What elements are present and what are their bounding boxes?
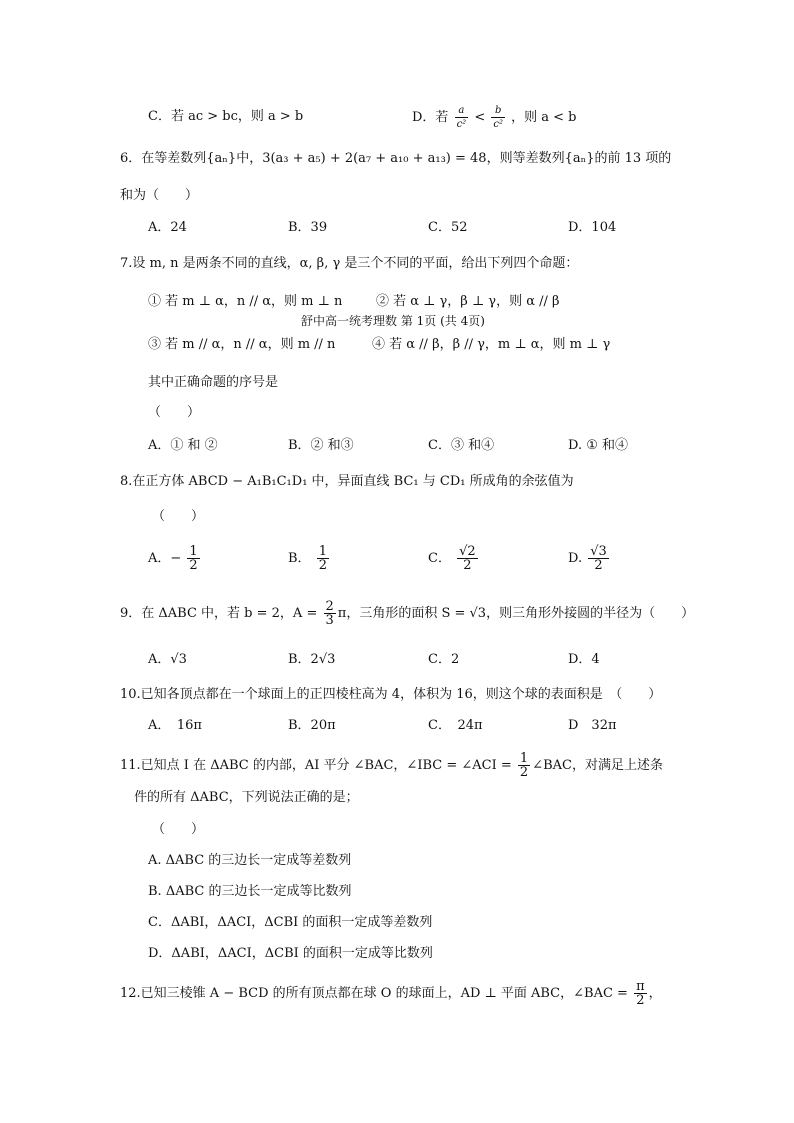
q8-option-d-frac: $\frac{√3}{2}$ bbox=[590, 544, 607, 573]
q6-stem-line2: 和为（ ） bbox=[120, 188, 199, 203]
q6-option-d: D．104 bbox=[568, 220, 617, 235]
q5-option-d-suffix: ，则 a < b bbox=[511, 110, 577, 125]
q7-prop-3: ③ 若 m // α，n // α，则 m // n bbox=[148, 337, 336, 352]
q7-stem: 7.设 m, n 是两条不同的直线，α, β, γ 是三个不同的平面，给出下列四个命题： bbox=[120, 256, 579, 271]
q9-option-b: B．2√3 bbox=[288, 652, 336, 667]
q11-stem-line2: 件的所有 ΔABC，下列说法正确的是； bbox=[134, 790, 359, 805]
q6-option-a: A．24 bbox=[148, 220, 187, 235]
q11-option-a: A. ΔABC 的三边长一定成等差数列 bbox=[148, 853, 352, 868]
q8-option-d: D. $\frac{√3}{2}$ bbox=[568, 544, 607, 573]
q7-prop-4: ④ 若 α // β，β // γ，m ⊥ α，则 m ⊥ γ bbox=[372, 337, 611, 352]
q6-option-b: B．39 bbox=[288, 220, 328, 235]
q8-option-a: A．− $\frac{1}{2}$ bbox=[148, 544, 198, 573]
q7-prop-2: ② 若 α ⊥ γ，β ⊥ γ，则 α // β bbox=[376, 294, 560, 309]
q9-frac: $\frac{2}{3}$ bbox=[325, 599, 334, 628]
q6-option-c: C．52 bbox=[428, 220, 468, 235]
q8-option-b-frac: $\frac{1}{2}$ bbox=[318, 544, 327, 573]
q11-option-d: D．ΔABI，ΔACI，ΔCBI 的面积一定成等比数列 bbox=[148, 946, 433, 961]
q5-option-c: C．若 ac > bc，则 a > b bbox=[148, 109, 304, 124]
q5-option-d-prefix: D．若 bbox=[412, 110, 449, 125]
q11-frac: $\frac{1}{2}$ bbox=[519, 751, 529, 780]
q5-option-d-frac2: $\frac{b}{\text{c²}}$ bbox=[493, 105, 503, 130]
q9-option-c: C．2 bbox=[428, 652, 460, 667]
q11-option-c: C．ΔABI，ΔACI，ΔCBI 的面积一定成等差数列 bbox=[148, 915, 433, 930]
q7-prop-1: ① 若 m ⊥ α，n // α，则 m ⊥ n bbox=[148, 294, 343, 309]
q9-stem: 9．在 ΔABC 中，若 b = 2，A = $\frac{2}{3}$ π，三角形的面积 S = √3，则三角形外接圆的半径为（ ） bbox=[120, 599, 695, 628]
q9-option-a: A．√3 bbox=[148, 652, 187, 667]
q8-option-c-frac: $\frac{√2}{2}$ bbox=[459, 544, 476, 573]
q9-option-d: D．4 bbox=[568, 652, 600, 667]
q7-option-a: A．① 和 ② bbox=[148, 438, 218, 453]
q11-option-b: B. ΔABC 的三边长一定成等比数列 bbox=[148, 884, 352, 899]
q8-answer-paren: （ ） bbox=[152, 509, 205, 524]
q7-answer-paren: （ ） bbox=[148, 405, 201, 420]
q12-stem: 12.已知三棱锥 A − BCD 的所有顶点都在球 O 的球面上，AD ⊥ 平面 ABC，∠BAC = $\frac{\pi}{2}$ ， bbox=[120, 979, 662, 1008]
q10-stem: 10.已知各顶点都在一个球面上的正四棱柱高为 4，体积为 16，则这个球的表面积是 （ ） bbox=[120, 687, 662, 702]
q10-option-a: A． 16π bbox=[148, 718, 202, 733]
q5-option-d bbox=[412, 104, 577, 131]
q6-stem: 6．在等差数列{aₙ}中，3(a₃ + a₅) + 2(a₇ + a₁₀ + a₁₃) = 48，则等差数列{aₙ}的前 13 项的 bbox=[120, 151, 672, 166]
page-footer: 舒中高一统考理数 第 1页 (共 4页) bbox=[301, 314, 485, 328]
q7-option-d: D. ① 和④ bbox=[568, 438, 629, 453]
q7-option-b: B．② 和③ bbox=[288, 438, 354, 453]
q8-stem: 8.在正方体 ABCD − A₁B₁C₁D₁ 中，异面直线 BC₁ 与 CD₁ 所成角的余弦值为 bbox=[120, 474, 574, 489]
q5-option-d-lt: < bbox=[474, 110, 486, 125]
q7-question: 其中正确命题的序号是 bbox=[148, 375, 279, 390]
q10-option-d: D 32π bbox=[568, 718, 617, 733]
q12-frac: $\frac{\pi}{2}$ bbox=[636, 979, 645, 1008]
q7-option-c: C．③ 和④ bbox=[428, 438, 495, 453]
q8-option-a-frac: $\frac{1}{2}$ bbox=[189, 544, 198, 573]
q10-option-b: B．20π bbox=[288, 718, 336, 733]
q10-option-c: C． 24π bbox=[428, 718, 483, 733]
q5-option-d-frac1: $\frac{a}{\text{c²}}$ bbox=[456, 105, 467, 130]
q8-option-c: C． $\frac{√2}{2}$ bbox=[428, 544, 476, 573]
q11-stem: 11.已知点 I 在 ΔABC 的内部，AI 平分 ∠BAC，∠IBC = ∠ACI = $\frac{1}{2}$ ∠BAC，对满足上述条 bbox=[120, 751, 663, 780]
q8-option-b: B． $\frac{1}{2}$ bbox=[288, 544, 327, 573]
q11-answer-paren: （ ） bbox=[152, 822, 205, 837]
